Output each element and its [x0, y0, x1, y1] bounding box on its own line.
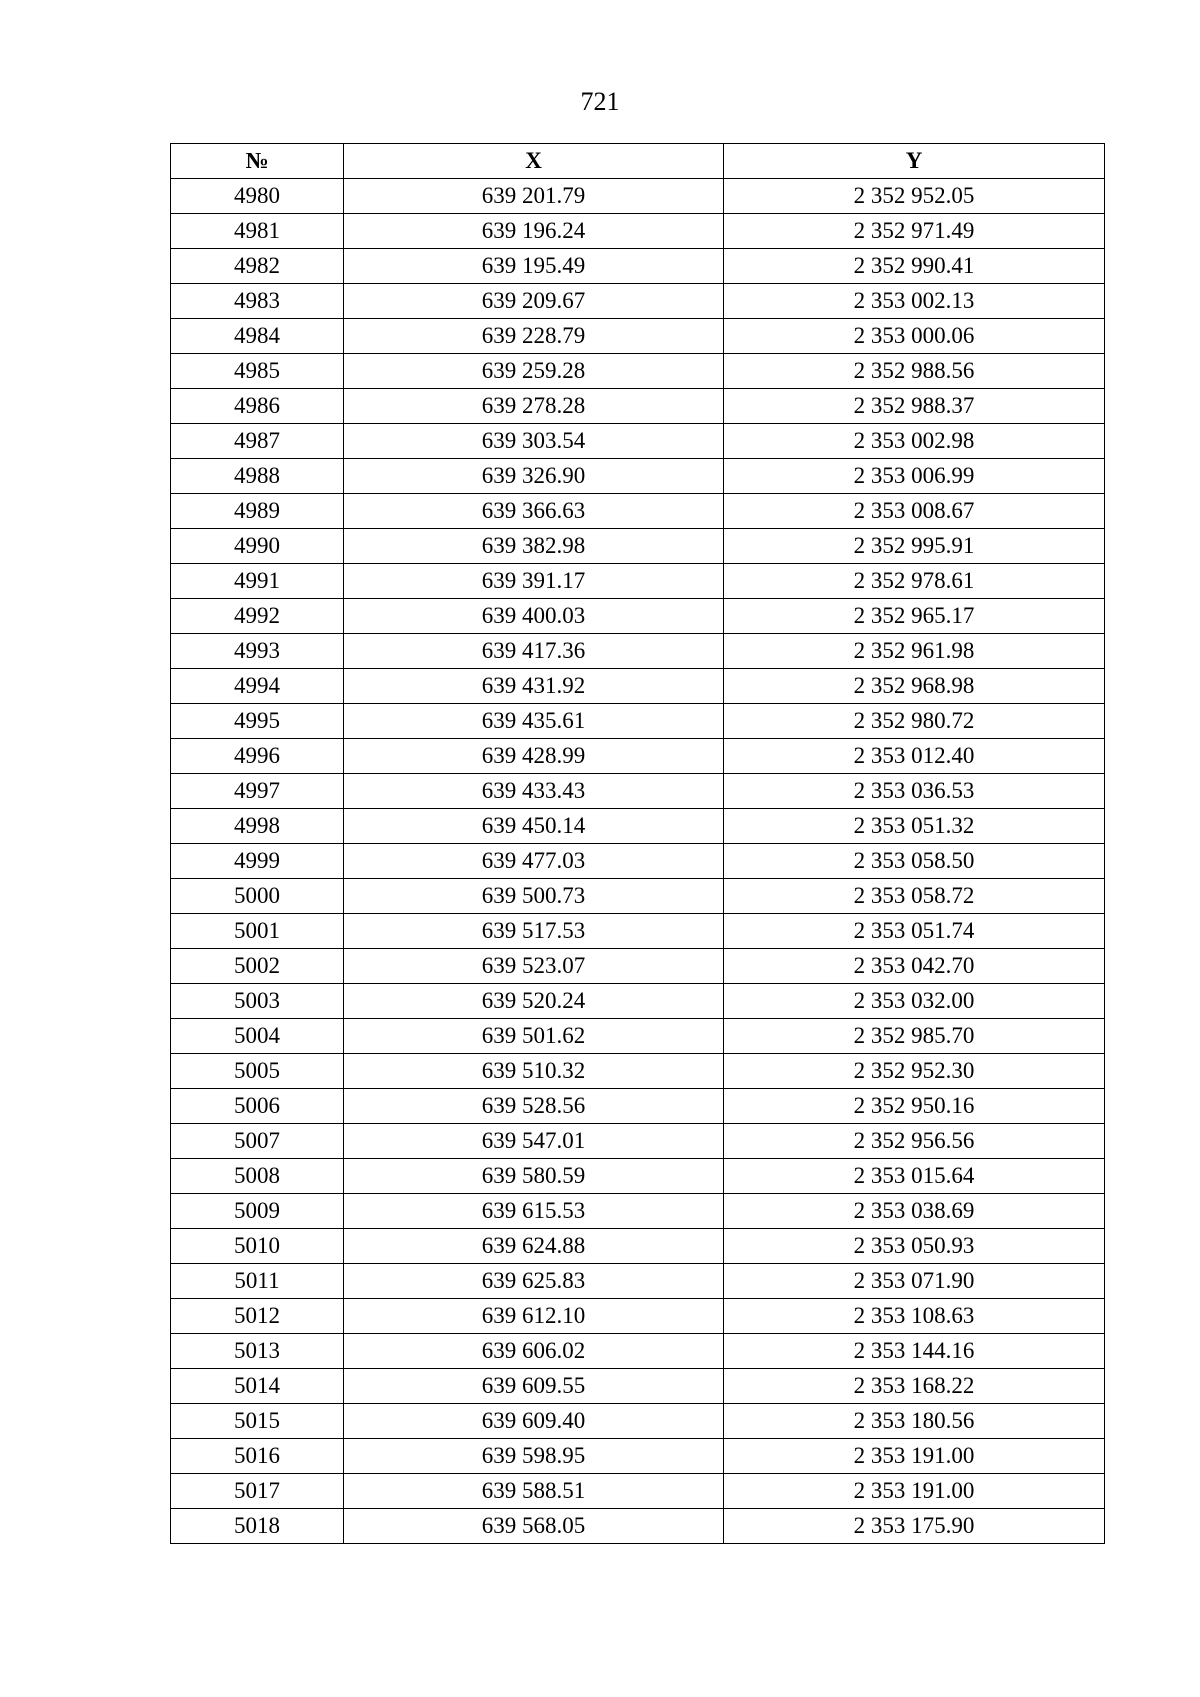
table-row [171, 1299, 1105, 1334]
x-coordinate-cell: 639 196.24 [344, 214, 724, 249]
x-coordinate-cell: 639 523.07 [344, 949, 724, 984]
x-coordinate-cell: 639 303.54 [344, 424, 724, 459]
table-row [171, 1404, 1105, 1439]
y-coordinate-cell: 2 352 995.91 [724, 529, 1105, 564]
y-coordinate-cell: 2 353 032.00 [724, 984, 1105, 1019]
y-coordinate-cell: 2 353 006.99 [724, 459, 1105, 494]
y-coordinate-cell: 2 352 952.30 [724, 1054, 1105, 1089]
table-row [171, 1124, 1105, 1159]
table-row [171, 914, 1105, 949]
table-row [171, 634, 1105, 669]
x-coordinate-cell: 639 615.53 [344, 1194, 724, 1229]
table-row [171, 774, 1105, 809]
point-number-cell: 4981 [171, 214, 344, 249]
table-row [171, 284, 1105, 319]
x-coordinate-cell: 639 428.99 [344, 739, 724, 774]
table-row [171, 564, 1105, 599]
x-coordinate-cell: 639 431.92 [344, 669, 724, 704]
table-row [171, 389, 1105, 424]
x-coordinate-cell: 639 433.43 [344, 774, 724, 809]
table-row [171, 1089, 1105, 1124]
point-number-cell: 5014 [171, 1369, 344, 1404]
x-coordinate-cell: 639 278.28 [344, 389, 724, 424]
point-number-cell: 4985 [171, 354, 344, 389]
y-coordinate-cell: 2 352 988.56 [724, 354, 1105, 389]
table-row [171, 1369, 1105, 1404]
table-row [171, 459, 1105, 494]
table-row [171, 249, 1105, 284]
table-row [171, 1334, 1105, 1369]
y-coordinate-cell: 2 353 002.13 [724, 284, 1105, 319]
x-coordinate-cell: 639 366.63 [344, 494, 724, 529]
point-number-cell: 4989 [171, 494, 344, 529]
x-coordinate-cell: 639 588.51 [344, 1474, 724, 1509]
y-coordinate-cell: 2 353 008.67 [724, 494, 1105, 529]
point-number-cell: 4993 [171, 634, 344, 669]
y-coordinate-cell: 2 352 950.16 [724, 1089, 1105, 1124]
table-row [171, 1054, 1105, 1089]
table-row [171, 704, 1105, 739]
x-coordinate-cell: 639 547.01 [344, 1124, 724, 1159]
y-coordinate-cell: 2 353 051.74 [724, 914, 1105, 949]
point-number-cell: 4998 [171, 809, 344, 844]
point-number-cell: 5006 [171, 1089, 344, 1124]
y-coordinate-cell: 2 352 990.41 [724, 249, 1105, 284]
y-coordinate-cell: 2 352 988.37 [724, 389, 1105, 424]
x-coordinate-cell: 639 609.55 [344, 1369, 724, 1404]
point-number-cell: 5010 [171, 1229, 344, 1264]
point-number-cell: 4996 [171, 739, 344, 774]
x-coordinate-cell: 639 501.62 [344, 1019, 724, 1054]
point-number-cell: 5018 [171, 1509, 344, 1544]
point-number-cell: 4992 [171, 599, 344, 634]
table-header-row [171, 144, 1105, 179]
y-coordinate-cell: 2 353 144.16 [724, 1334, 1105, 1369]
point-number-cell: 4984 [171, 319, 344, 354]
table-row [171, 1439, 1105, 1474]
x-coordinate-cell: 639 382.98 [344, 529, 724, 564]
y-coordinate-cell: 2 353 051.32 [724, 809, 1105, 844]
x-coordinate-cell: 639 391.17 [344, 564, 724, 599]
x-coordinate-cell: 639 568.05 [344, 1509, 724, 1544]
point-number-cell: 4999 [171, 844, 344, 879]
y-coordinate-cell: 2 353 180.56 [724, 1404, 1105, 1439]
x-coordinate-cell: 639 326.90 [344, 459, 724, 494]
point-number-cell: 5016 [171, 1439, 344, 1474]
table-row [171, 529, 1105, 564]
point-number-cell: 5009 [171, 1194, 344, 1229]
y-coordinate-cell: 2 353 058.50 [724, 844, 1105, 879]
x-coordinate-cell: 639 477.03 [344, 844, 724, 879]
x-coordinate-cell: 639 609.40 [344, 1404, 724, 1439]
x-coordinate-cell: 639 195.49 [344, 249, 724, 284]
x-coordinate-cell: 639 598.95 [344, 1439, 724, 1474]
point-number-cell: 4986 [171, 389, 344, 424]
y-coordinate-cell: 2 352 978.61 [724, 564, 1105, 599]
x-coordinate-cell: 639 625.83 [344, 1264, 724, 1299]
y-coordinate-cell: 2 352 961.98 [724, 634, 1105, 669]
point-number-cell: 4990 [171, 529, 344, 564]
y-coordinate-cell: 2 352 956.56 [724, 1124, 1105, 1159]
y-coordinate-cell: 2 353 108.63 [724, 1299, 1105, 1334]
point-number-cell: 5017 [171, 1474, 344, 1509]
y-coordinate-cell: 2 353 071.90 [724, 1264, 1105, 1299]
table-row [171, 424, 1105, 459]
x-coordinate-cell: 639 500.73 [344, 879, 724, 914]
point-number-cell: 4983 [171, 284, 344, 319]
x-coordinate-cell: 639 201.79 [344, 179, 724, 214]
x-coordinate-cell: 639 517.53 [344, 914, 724, 949]
y-coordinate-cell: 2 352 980.72 [724, 704, 1105, 739]
y-coordinate-cell: 2 353 000.06 [724, 319, 1105, 354]
table-row [171, 739, 1105, 774]
table-row [171, 1264, 1105, 1299]
y-coordinate-cell: 2 353 038.69 [724, 1194, 1105, 1229]
y-coordinate-cell: 2 352 971.49 [724, 214, 1105, 249]
x-coordinate-cell: 639 580.59 [344, 1159, 724, 1194]
point-number-cell: 5003 [171, 984, 344, 1019]
point-number-cell: 4991 [171, 564, 344, 599]
point-number-cell: 5011 [171, 1264, 344, 1299]
y-coordinate-cell: 2 353 191.00 [724, 1439, 1105, 1474]
table-row [171, 949, 1105, 984]
x-coordinate-cell: 639 435.61 [344, 704, 724, 739]
y-coordinate-cell: 2 353 036.53 [724, 774, 1105, 809]
y-coordinate-cell: 2 352 985.70 [724, 1019, 1105, 1054]
y-coordinate-cell: 2 353 015.64 [724, 1159, 1105, 1194]
column-header-x: X [344, 144, 724, 179]
y-coordinate-cell: 2 353 042.70 [724, 949, 1105, 984]
x-coordinate-cell: 639 228.79 [344, 319, 724, 354]
point-number-cell: 4987 [171, 424, 344, 459]
point-number-cell: 5002 [171, 949, 344, 984]
point-number-cell: 5015 [171, 1404, 344, 1439]
y-coordinate-cell: 2 353 175.90 [724, 1509, 1105, 1544]
point-number-cell: 5000 [171, 879, 344, 914]
point-number-cell: 4994 [171, 669, 344, 704]
table-row [171, 1474, 1105, 1509]
point-number-cell: 4988 [171, 459, 344, 494]
coordinates-table [170, 143, 1105, 1544]
x-coordinate-cell: 639 606.02 [344, 1334, 724, 1369]
y-coordinate-cell: 2 353 058.72 [724, 879, 1105, 914]
table-row [171, 1194, 1105, 1229]
table-row [171, 494, 1105, 529]
y-coordinate-cell: 2 353 050.93 [724, 1229, 1105, 1264]
point-number-cell: 5004 [171, 1019, 344, 1054]
x-coordinate-cell: 639 510.32 [344, 1054, 724, 1089]
y-coordinate-cell: 2 353 002.98 [724, 424, 1105, 459]
y-coordinate-cell: 2 353 191.00 [724, 1474, 1105, 1509]
x-coordinate-cell: 639 209.67 [344, 284, 724, 319]
table-row [171, 319, 1105, 354]
point-number-cell: 5012 [171, 1299, 344, 1334]
x-coordinate-cell: 639 417.36 [344, 634, 724, 669]
x-coordinate-cell: 639 259.28 [344, 354, 724, 389]
table-row [171, 354, 1105, 389]
point-number-cell: 5013 [171, 1334, 344, 1369]
point-number-cell: 5005 [171, 1054, 344, 1089]
column-header-y: Y [724, 144, 1105, 179]
x-coordinate-cell: 639 528.56 [344, 1089, 724, 1124]
table-row [171, 879, 1105, 914]
table-row [171, 984, 1105, 1019]
x-coordinate-cell: 639 520.24 [344, 984, 724, 1019]
point-number-cell: 4980 [171, 179, 344, 214]
table-row [171, 844, 1105, 879]
point-number-cell: 5008 [171, 1159, 344, 1194]
point-number-cell: 4982 [171, 249, 344, 284]
table-row [171, 1229, 1105, 1264]
table-row [171, 1509, 1105, 1544]
x-coordinate-cell: 639 450.14 [344, 809, 724, 844]
table-row [171, 599, 1105, 634]
point-number-cell: 5001 [171, 914, 344, 949]
table-body [171, 179, 1105, 1544]
point-number-cell: 4995 [171, 704, 344, 739]
y-coordinate-cell: 2 353 168.22 [724, 1369, 1105, 1404]
page-number: 721 [580, 87, 620, 116]
point-number-cell: 5007 [171, 1124, 344, 1159]
table-row [171, 1159, 1105, 1194]
table-row [171, 809, 1105, 844]
table-row [171, 214, 1105, 249]
table-row [171, 669, 1105, 704]
table-row [171, 179, 1105, 214]
column-header-number: № [171, 144, 344, 179]
y-coordinate-cell: 2 353 012.40 [724, 739, 1105, 774]
table-row [171, 1019, 1105, 1054]
y-coordinate-cell: 2 352 965.17 [724, 599, 1105, 634]
point-number-cell: 4997 [171, 774, 344, 809]
x-coordinate-cell: 639 612.10 [344, 1299, 724, 1334]
x-coordinate-cell: 639 400.03 [344, 599, 724, 634]
x-coordinate-cell: 639 624.88 [344, 1229, 724, 1264]
y-coordinate-cell: 2 352 952.05 [724, 179, 1105, 214]
y-coordinate-cell: 2 352 968.98 [724, 669, 1105, 704]
